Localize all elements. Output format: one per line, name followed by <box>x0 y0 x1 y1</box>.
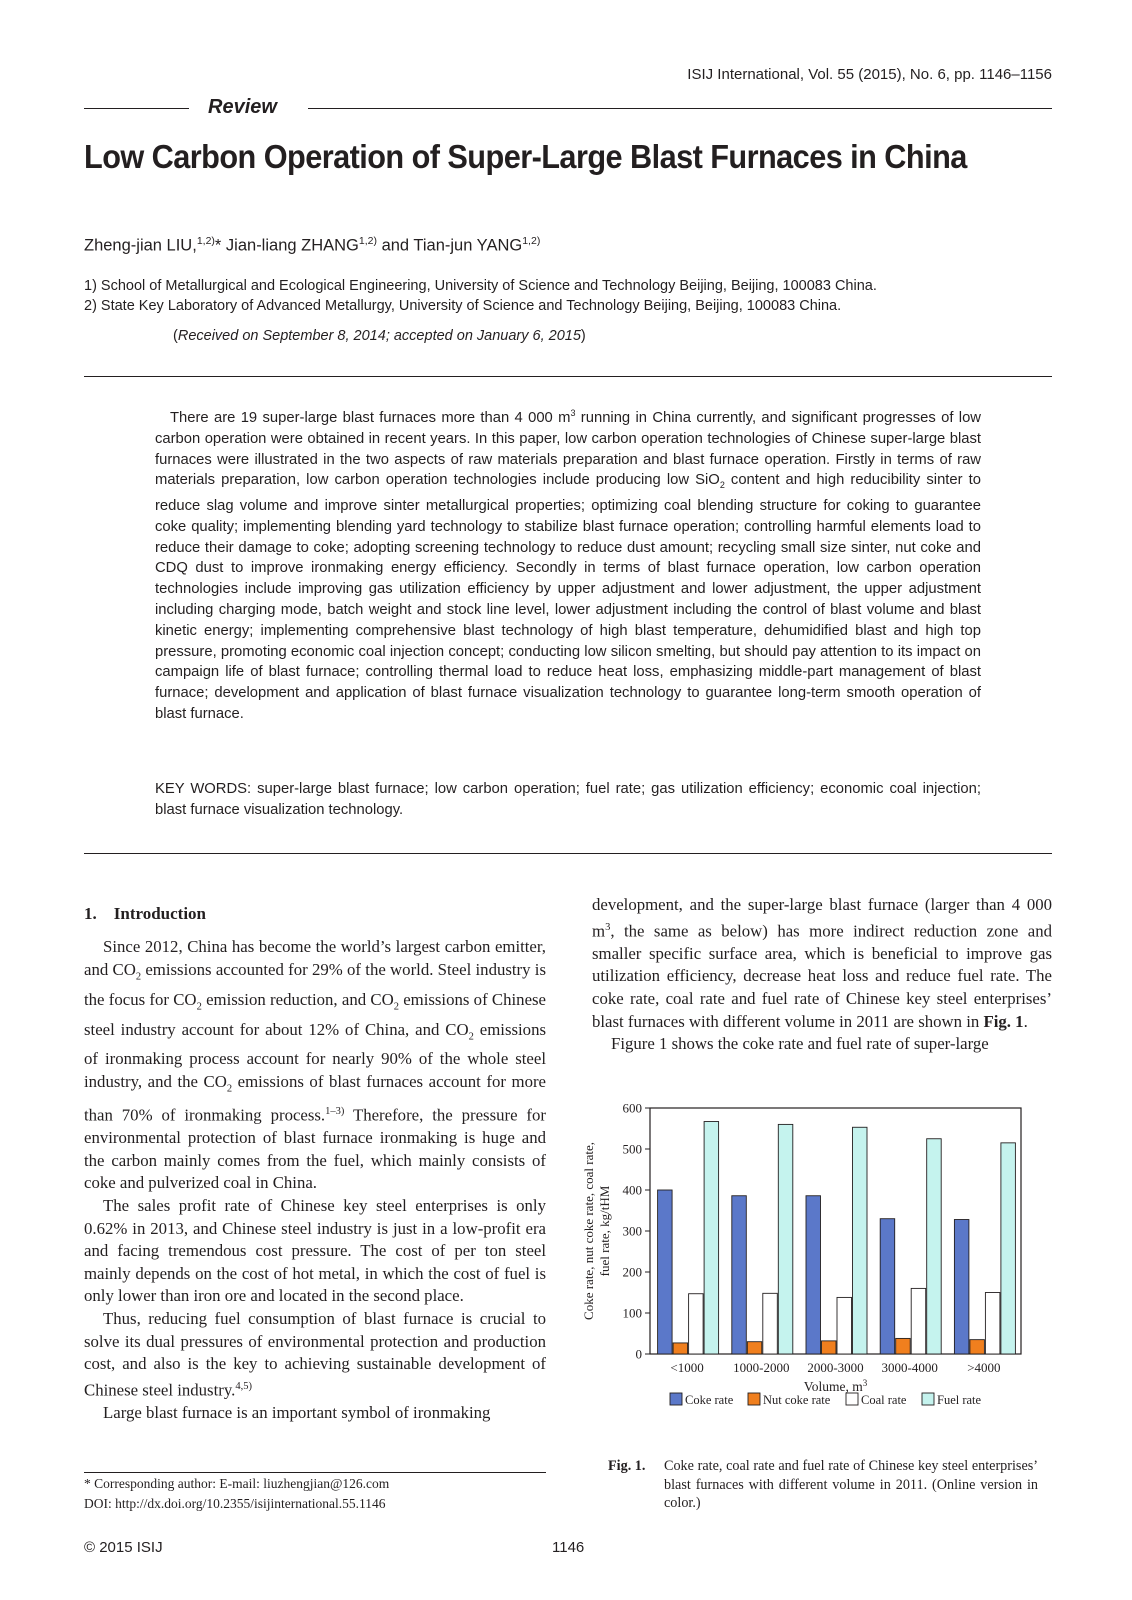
legend-swatch <box>922 1393 934 1405</box>
body-paragraph: Since 2012, China has become the world’s largest carbon emitter, and $CO_2$ emissions accounted for 29% of the world. Steel industry is the focus for $CO_2$ emission reduction, and $CO_2$ emissions of Chinese steel industry account for about 12% of China, and $CO_2$ emissions of ironmaking process account for nearly 90% of the whole steel industry, and the $CO_2$ emissions of blast furnaces account for more than 70% of ironmaking process.$^{1-3)}$ Therefore, the pressure for environmental protection of blast furnace ironmaking is huge and the carbon mainly comes from the fuel, which mainly consists of coke and pulverized coal in China. <box>84 937 546 1193</box>
bar-fuel-rate <box>927 1139 942 1354</box>
paper-title: Low Carbon Operation of Super-Large Blast Furnaces in China <box>84 138 967 175</box>
footnote-doi: DOI: http://dx.doi.org/10.2355/isijinternational.55.1146 <box>84 1496 386 1511</box>
bar-coke-rate <box>732 1196 747 1354</box>
figure-caption <box>608 1457 1038 1513</box>
bar-nut-coke-rate <box>896 1338 911 1354</box>
body-column-right <box>592 894 1052 1056</box>
bar-coke-rate <box>880 1219 895 1354</box>
legend-label: Fuel rate <box>937 1393 982 1407</box>
corresponding-marker: * <box>214 236 226 255</box>
abstract: There are 19 super-large blast furnaces more than 4 000 $m^3$ running in China currently, and significant progresses of low carbon operation were obtained in recent years. In this paper, low carbon operation technologies of Chinese super-large blast furnaces were illustrated in the two aspects of raw materials preparation and blast furnace operation. Firstly in terms of raw materials preparation, low carbon operation technologies include producing low SiO$_2$ content and high reducibility sinter to reduce slag volume and improve sinter metallurgical properties; optimizing coal blending structure for coking to guarantee coke quality; implementing blending yard technology to stabilize blast furnace operation; controlling harmful elements load to reduce their damage to coke; adopting screening technology to reduce dust amount; recycling small size sinter, nut coke and CDQ dust to improve ironmaking energy efficiency. Secondly in terms of blast furnace operation, low carbon operation technologies include improving gas utilization efficiency by upper adjustment and lower adjustment, the upper adjustment including charging mode, batch weight and stock line level, lower adjustment including the control of blast volume and blast kinetic energy; implementing comprehensive blast technology of high blast temperature, dehumidified blast and high top pressure, promoting economic coal injection concept; conducting low silicon smelting, but should pay attention to its impact on campaign life of blast furnace; controlling thermal load to reduce heat loss, emphasizing middle-part management of blast furnace; development and application of blast furnace visualization technology to guarantee long-term smooth operation of blast furnace. <box>155 408 982 723</box>
y-tick-label: 600 <box>622 1100 642 1116</box>
affiliation-2: 2) State Key Laboratory of Advanced Metallurgy, University of Science and Technology Beijing, Beijing, 100083 China. <box>84 298 842 314</box>
bar-nut-coke-rate <box>673 1343 688 1354</box>
legend-swatch <box>846 1393 858 1405</box>
footer-copyright: © 2015 ISIJ <box>84 1539 163 1556</box>
bar-nut-coke-rate <box>747 1342 762 1354</box>
x-tick-label: 2000-3000 <box>807 1360 864 1375</box>
bar-coal-rate <box>985 1293 1000 1355</box>
bar-nut-coke-rate <box>822 1341 837 1354</box>
bar-coke-rate <box>658 1190 673 1354</box>
y-tick-label: 500 <box>622 1141 642 1157</box>
y-tick-label: 300 <box>622 1223 642 1239</box>
legend-swatch <box>670 1393 682 1405</box>
author-name: Jian-liang ZHANG <box>225 236 359 255</box>
y-tick-label: 400 <box>622 1182 642 1198</box>
figure-link[interactable]: Fig. 1 <box>983 1011 1024 1031</box>
divider-bottom <box>84 853 1052 854</box>
body-paragraph: Large blast furnace is an important symbol of ironmaking <box>103 1402 491 1422</box>
section-heading: 1. Introduction <box>84 904 207 923</box>
divider-top <box>84 376 1052 377</box>
received-dates: (Received on September 8, 2014; accepted on January 6, 2015) <box>173 328 586 344</box>
received-text: Received on September 8, 2014; accepted on January 6, 2015 <box>177 328 581 344</box>
figure-caption-text: Coke rate, coal rate and fuel rate of Chinese key steel enterprises’ blast furnaces with different volume in 2011. (Online version in color.) <box>664 1458 1038 1511</box>
body-column-left <box>84 936 546 1425</box>
bar-fuel-rate <box>704 1122 719 1354</box>
bar-nut-coke-rate <box>970 1340 985 1354</box>
x-tick-label: 1000-2000 <box>733 1360 790 1375</box>
y-tick-label: 0 <box>635 1346 642 1362</box>
affiliation-marker: 1,2) <box>196 235 215 247</box>
bar-coal-rate <box>763 1293 778 1354</box>
affiliation-1: 1) School of Metallurgical and Ecological Engineering, University of Science and Technology Beijing, Beijing, 100083 China. <box>84 278 877 294</box>
body-paragraph: development, and the super-large blast furnace (larger than 4 000 $m^3$, the same as below) has more indirect reduction zone and smaller specific surface area, which is beneficial to improve gas utilization efficiency, decrease heat loss and reduce fuel rate. The coke rate, coal rate and fuel rate of Chinese key steel enterprises’ blast furnaces with different volume in 2011 are shown in Fig. 1. <box>592 895 1052 1031</box>
y-axis-label: fuel rate, kg/tHM <box>597 1185 612 1277</box>
footnote-rule <box>84 1472 546 1473</box>
x-tick-label: >4000 <box>967 1360 1001 1375</box>
body-paragraph: The sales profit rate of Chinese key steel enterprises is only 0.62% in 2013, and Chinese steel industry is just in a low-profit era and facing tremendous cost pressure. The cost of per ton steel mainly depends on the cost of hot metal, in which the cost of fuel is only lower than iron ore and located in the second place. <box>84 1195 546 1306</box>
journal-reference: ISIJ International, Vol. 55 (2015), No. 6, pp. 1146–1156 <box>687 66 1052 83</box>
x-tick-label: <1000 <box>670 1360 704 1375</box>
bar-coke-rate <box>806 1196 821 1354</box>
author-name: Zheng-jian LIU, <box>84 236 197 255</box>
bar-coke-rate <box>954 1220 969 1354</box>
legend-label: Coke rate <box>685 1393 734 1407</box>
plot-area <box>623 1101 1022 1408</box>
legend-label: Nut coke rate <box>763 1393 831 1407</box>
section-label: Review <box>208 96 277 118</box>
bar-fuel-rate <box>778 1124 793 1354</box>
bar-fuel-rate <box>1001 1143 1016 1354</box>
bar-coal-rate <box>911 1288 926 1354</box>
body-paragraph: Figure 1 shows the coke rate and fuel rate of super-large <box>611 1034 989 1054</box>
x-axis-label: Volume, $m^3$ <box>803 1378 868 1394</box>
legend-label: Coal rate <box>861 1393 907 1407</box>
y-axis-label: Coke rate, nut coke rate, coal rate, <box>581 1142 596 1320</box>
bar-coal-rate <box>689 1294 704 1354</box>
figure-label: Fig. 1. <box>608 1458 646 1474</box>
keywords: KEY WORDS: super-large blast furnace; low carbon operation; fuel rate; gas utilization efficiency; economic coal injection; blast furnace visualization technology. <box>155 781 981 818</box>
y-tick-label: 200 <box>622 1264 642 1280</box>
bar-chart <box>581 1100 1030 1413</box>
x-tick-label: 3000-4000 <box>881 1360 938 1375</box>
section-label-row <box>84 96 1052 120</box>
page-number: 1146 <box>552 1539 585 1556</box>
y-tick-label: 100 <box>622 1305 642 1321</box>
bar-coal-rate <box>837 1297 852 1354</box>
legend-swatch <box>748 1393 760 1405</box>
affiliation-marker: 1,2) <box>358 235 377 247</box>
rule-left <box>84 108 189 109</box>
author-separator: and <box>376 236 414 255</box>
rule-right <box>308 108 1052 109</box>
affiliation-marker: 1,2) <box>522 235 541 247</box>
bar-fuel-rate <box>853 1127 868 1354</box>
author-name: Tian-jun YANG <box>413 236 523 255</box>
footnote-corresponding: * Corresponding author: E-mail: liuzhengjian@126.com <box>84 1476 390 1491</box>
body-paragraph: Thus, reducing fuel consumption of blast furnace is crucial to solve its dual pressures of environmental protection and production cost, and also is the key to achieving sustainable development of Chinese steel industry.$^{4,5)}$ <box>84 1308 546 1400</box>
author-list <box>84 235 540 256</box>
